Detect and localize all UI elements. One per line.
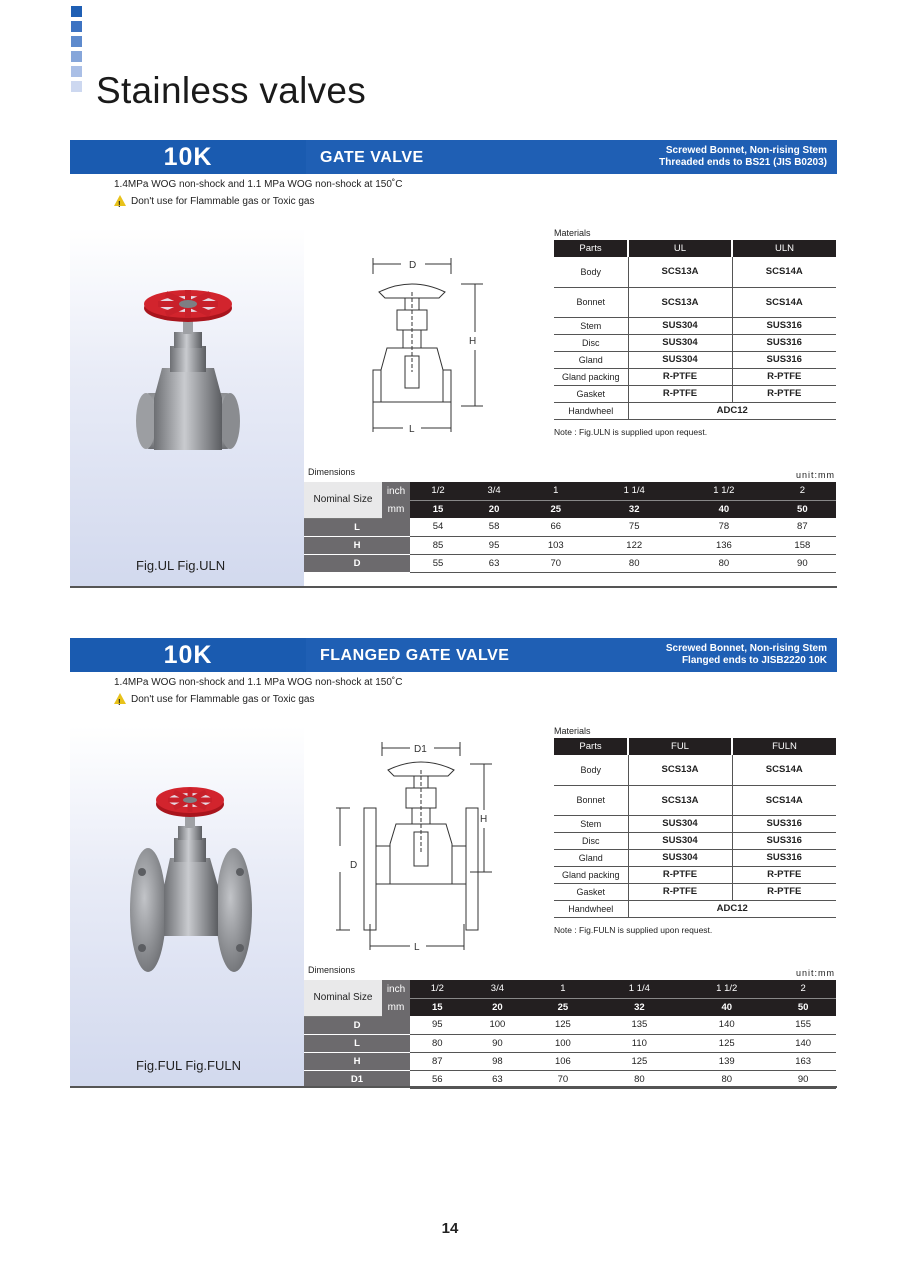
material-row: Stem SUS304 SUS316	[554, 815, 836, 832]
gate-valve-drawing	[365, 252, 555, 442]
header-parts: Parts	[554, 738, 628, 755]
nominal-size-label: Nominal Size	[304, 980, 382, 1016]
section-banner	[70, 638, 837, 672]
product-spec: Screwed Bonnet, Non-rising Stem Threaded ends to BS21 (JIS B0203)	[659, 145, 827, 168]
material-row: Bonnet SCS13A SCS14A	[554, 785, 836, 815]
pressure-grade: 10K	[163, 641, 213, 669]
drawing-label-h: H	[480, 814, 488, 825]
drawing-label-l: L	[409, 424, 415, 435]
unit-label: unit:mm	[795, 470, 835, 480]
figure-label: Fig.FUL Fig.FULN	[136, 1058, 241, 1073]
materials-note: Note : Fig.FULN is supplied upon request.	[554, 925, 713, 935]
unit-label: unit:mm	[795, 968, 835, 978]
product-photo-panel	[70, 726, 304, 1086]
drawing-label-h: H	[469, 336, 477, 347]
drawing-label-d1: D1	[414, 744, 427, 755]
inch-label: inch	[382, 980, 410, 998]
materials-title: Materials	[554, 726, 591, 736]
section-divider	[70, 586, 837, 588]
drawing-label-l: L	[414, 942, 420, 953]
dim-row: D1 56 63 70 80 80 90	[304, 1070, 836, 1088]
flanged-gate-valve-section	[70, 638, 837, 1088]
warning-note: !Don't use for Flammable gas or Toxic gas	[114, 193, 402, 210]
handwheel-row: Handwheel ADC12	[554, 402, 836, 419]
dimensions-title: Dimensions	[308, 467, 356, 477]
product-spec: Screwed Bonnet, Non-rising Stem Flanged ends to JISB2220 10K	[665, 643, 827, 666]
materials-table	[554, 738, 836, 918]
materials-title: Materials	[554, 228, 591, 238]
material-row: Body SCS13A SCS14A	[554, 755, 836, 785]
dimensions-table	[304, 482, 836, 573]
material-row: Gland packing R-PTFE R-PTFE	[554, 368, 836, 385]
dim-mm-row: mm 15 20 25 32 40 50	[304, 500, 836, 518]
page-title: Stainless valves	[96, 70, 367, 111]
materials-header-row	[554, 738, 836, 755]
material-row: Gasket R-PTFE R-PTFE	[554, 385, 836, 402]
pressure-note: 1.4MPa WOG non-shock and 1.1 MPa WOG non-shock at 150˚C	[114, 677, 403, 688]
dim-row: L 54 58 66 75 78 87	[304, 518, 836, 536]
product-name: FLANGED GATE VALVE	[320, 647, 510, 664]
drawing-label-d: D	[350, 860, 358, 871]
material-row: Stem SUS304 SUS316	[554, 317, 836, 334]
pressure-note: 1.4MPa WOG non-shock and 1.1 MPa WOG non-shock at 150˚C	[114, 179, 403, 190]
material-row: Body SCS13A SCS14A	[554, 257, 836, 287]
header-model-b: ULN	[732, 240, 836, 257]
header-squares	[71, 6, 83, 96]
dim-mm-row: mm 15 20 25 32 40 50	[304, 998, 836, 1016]
dim-row: H 85 95 103 122 136 158	[304, 536, 836, 554]
material-row: Disc SUS304 SUS316	[554, 832, 836, 849]
material-row: Gland packing R-PTFE R-PTFE	[554, 866, 836, 883]
header-model-a: UL	[628, 240, 732, 257]
warning-note: !Don't use for Flammable gas or Toxic gas	[114, 691, 402, 708]
material-row: Gland SUS304 SUS316	[554, 849, 836, 866]
dim-row: H 87 98 106 125 139 163	[304, 1052, 836, 1070]
dim-inch-row: Nominal Size inch 1/2 3/4 1 1 1/4 1 1/2 2	[304, 482, 836, 500]
materials-header-row	[554, 240, 836, 257]
figure-label: Fig.UL Fig.ULN	[136, 558, 226, 573]
product-name: GATE VALVE	[320, 149, 424, 166]
gate-valve-section	[70, 140, 837, 588]
material-row: Bonnet SCS13A SCS14A	[554, 287, 836, 317]
section-banner	[70, 140, 837, 174]
pressure-grade: 10K	[163, 143, 213, 171]
handwheel-row: Handwheel ADC12	[554, 900, 836, 917]
section-divider	[70, 1086, 837, 1088]
mm-label: mm	[382, 998, 410, 1016]
nominal-size-label: Nominal Size	[304, 482, 382, 518]
dim-row: L 80 90 100 110 125 140	[304, 1034, 836, 1052]
header-parts: Parts	[554, 240, 628, 257]
section-notes	[114, 176, 402, 210]
dimensions-table	[304, 980, 836, 1089]
header-model-a: FUL	[628, 738, 732, 755]
dim-row: D 95 100 125 135 140 155	[304, 1016, 836, 1034]
drawing-label-d: D	[409, 260, 417, 271]
inch-label: inch	[382, 482, 410, 500]
product-photo-panel	[70, 228, 304, 586]
header-model-b: FULN	[732, 738, 836, 755]
material-row: Disc SUS304 SUS316	[554, 334, 836, 351]
flanged-gate-valve-drawing	[330, 734, 550, 954]
material-row: Gasket R-PTFE R-PTFE	[554, 883, 836, 900]
materials-table	[554, 240, 836, 420]
page-number: 14	[441, 1220, 459, 1237]
mm-label: mm	[382, 500, 410, 518]
warning-icon	[114, 693, 126, 704]
materials-note: Note : Fig.ULN is supplied upon request.	[554, 427, 708, 437]
dim-row: D 55 63 70 80 80 90	[304, 554, 836, 572]
warning-icon	[114, 195, 126, 206]
flanged-gate-valve-photo	[70, 726, 304, 1026]
threaded-gate-valve-photo	[70, 228, 304, 528]
dimensions-title: Dimensions	[308, 965, 356, 975]
material-row: Gland SUS304 SUS316	[554, 351, 836, 368]
section-notes	[114, 674, 402, 708]
dim-inch-row: Nominal Size inch 1/2 3/4 1 1 1/4 1 1/2 2	[304, 980, 836, 998]
